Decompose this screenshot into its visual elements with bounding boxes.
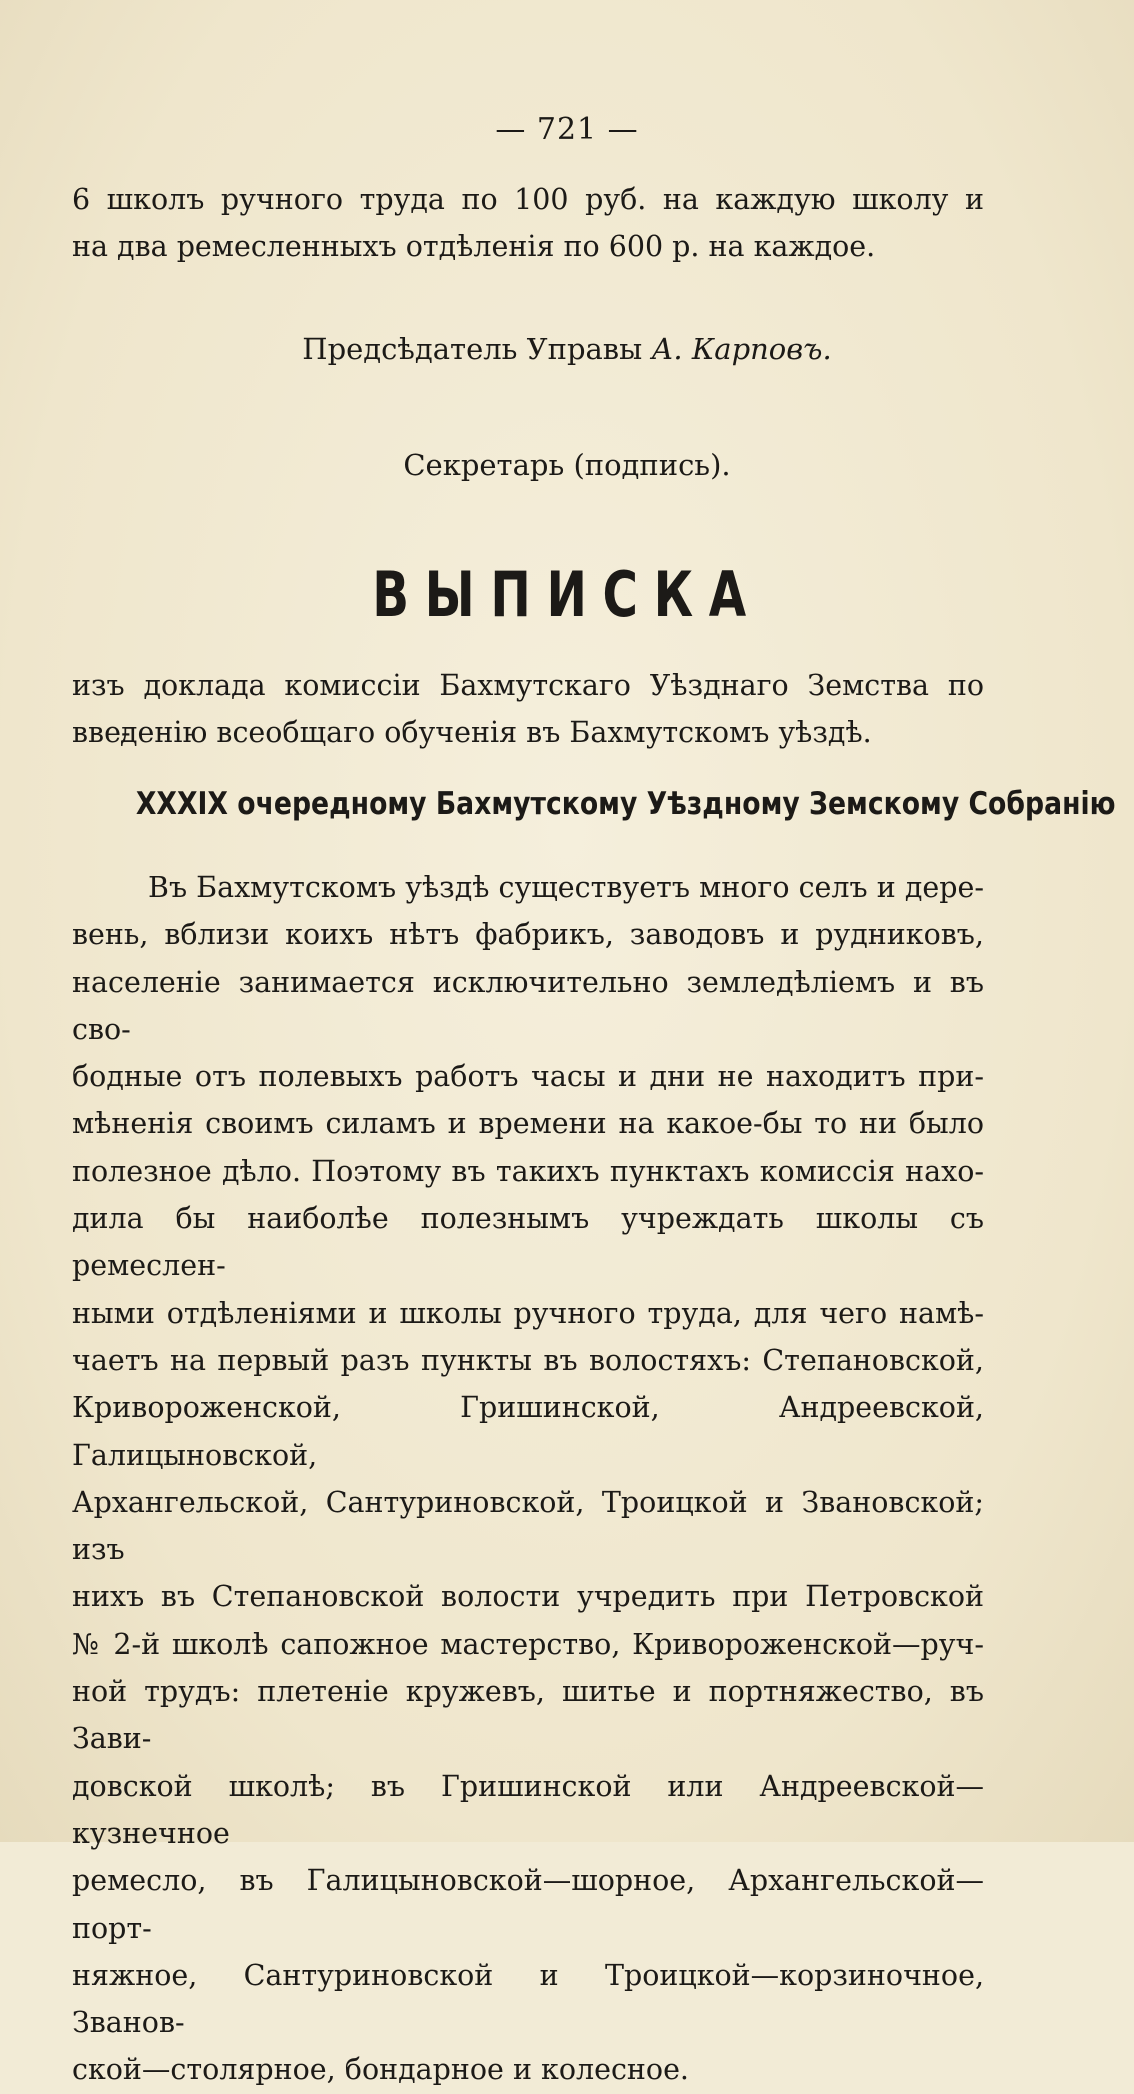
body-line: бодные отъ полевыхъ работъ часы и дни не находитъ при-	[72, 1060, 984, 1094]
body-line: ской—столярное, бондарное и колесное.	[72, 2053, 689, 2087]
chairman-name: А. Карповъ.	[651, 332, 832, 366]
body-line: нихъ въ Степановской волости учредить при Петровской	[72, 1580, 984, 1614]
body-line: Кривороженской, Гришинской, Андреевской, Галицыновской,	[72, 1391, 984, 1472]
body-line: вень, вблизи коихъ нѣтъ фабрикъ, заводовъ и рудниковъ,	[72, 918, 984, 952]
body-line: чаетъ на первый разъ пункты въ волостяхъ: Степановской,	[72, 1343, 984, 1377]
body-line: дила бы наиболѣе полезнымъ учреждать школы съ ремеслен-	[72, 1202, 984, 1283]
body-paragraph	[72, 864, 984, 2094]
subtitle-line-1: изъ доклада комиссіи Бахмутскаго Уѣзднаго Земства по вве-	[72, 669, 984, 749]
section-heading: XXXIX очередному Бахмутскому Уѣздному Земскому Собранію	[135, 786, 1116, 822]
body-line: ремесло, въ Галицыновской—шорное, Архангельской—порт-	[72, 1864, 984, 1945]
page-number: — 721 —	[495, 112, 639, 147]
body-line: населеніе занимается исключительно земледѣліемъ и въ сво-	[72, 965, 984, 1046]
chairman-label: Предсѣдатель Управы	[302, 332, 643, 366]
body-line: Въ Бахмутскомъ уѣздѣ существуетъ много селъ и дере-	[148, 871, 984, 904]
body-line: № 2-й школѣ сапожное мастерство, Кривороженской—руч-	[72, 1627, 984, 1661]
chairman-signature	[0, 332, 1134, 366]
intro-line-2: на два ремесленныхъ отдѣленія по 600 р. на каждое.	[72, 230, 876, 263]
document-title: ВЫПИСКА	[372, 558, 762, 631]
intro-line-1: 6 школъ ручного труда по 100 руб. на каждую школу и	[72, 183, 984, 216]
body-line: довской школѣ; въ Гришинской или Андреевской—кузнечное	[72, 1769, 984, 1850]
body-line: ной трудъ: плетеніе кружевъ, шитье и портняжество, въ Зави-	[72, 1675, 984, 1756]
secretary-signature: Секретарь (подпись).	[403, 448, 731, 482]
subtitle-line-2: денію всеобщаго обученія въ Бахмутскомъ уѣздѣ.	[120, 716, 872, 749]
body-line: няжное, Сантуриновской и Троицкой—корзиночное, Званов-	[72, 1958, 984, 2040]
body-line: ными отдѣленіями и школы ручного труда, для чего намѣ-	[72, 1296, 984, 1330]
body-line: мѣненія своимъ силамъ и времени на какое-бы то ни было	[72, 1107, 984, 1141]
body-line: полезное дѣло. Поэтому въ такихъ пунктахъ комиссія нахо-	[72, 1154, 984, 1188]
body-line: Архангельской, Сантуриновской, Троицкой и Звановской; изъ	[72, 1485, 984, 1567]
